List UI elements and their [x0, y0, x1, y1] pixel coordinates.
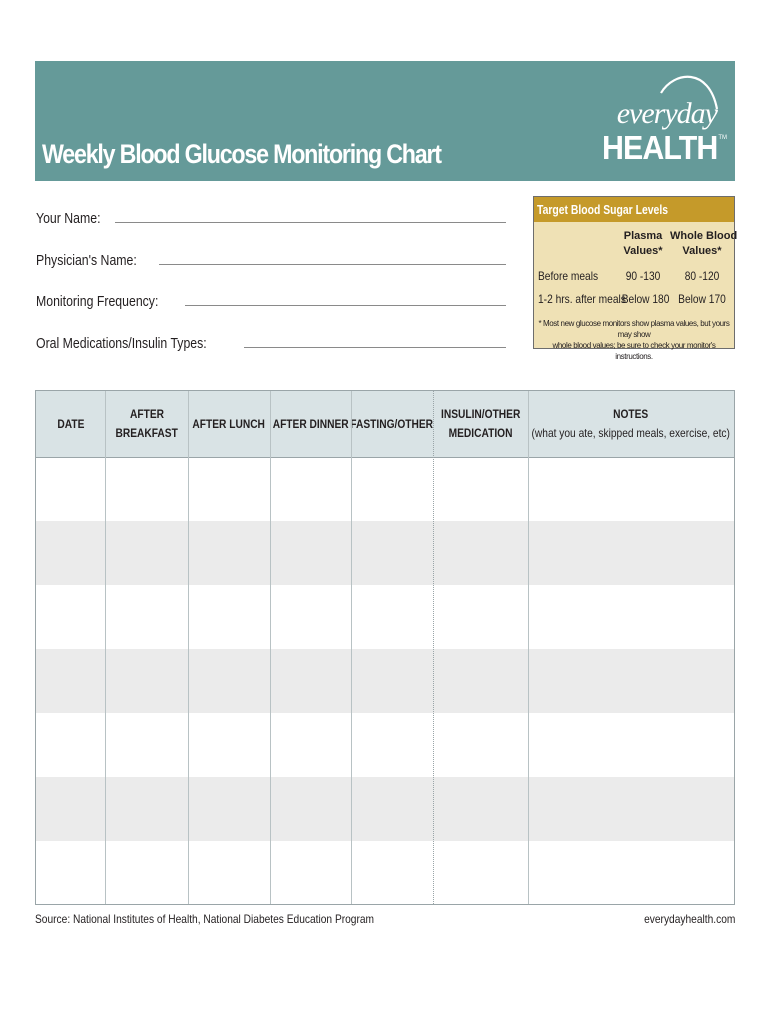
after-meals-plasma: Below 180	[621, 292, 670, 306]
target-levels-header	[534, 197, 734, 222]
column-header-fasting	[351, 391, 433, 457]
before-meals-whole: 80 -120	[684, 269, 720, 283]
physician-name-field[interactable]	[36, 247, 506, 269]
column-header-after-lunch	[188, 391, 270, 457]
whole-blood-header-line2: Values*	[682, 245, 722, 257]
header-banner	[35, 61, 735, 181]
target-levels-footnote	[538, 318, 730, 362]
insulin-line2: MEDICATION	[448, 426, 513, 440]
column-divider	[433, 391, 434, 905]
after-meals-whole: Below 170	[678, 292, 726, 306]
logo-trademark: TM	[718, 135, 727, 141]
after-breakfast-line1: AFTER	[129, 407, 164, 421]
glucose-log-table	[35, 390, 735, 905]
whole-blood-header-line1: Whole Blood	[670, 230, 738, 242]
after-lunch-text: AFTER LUNCH	[192, 416, 266, 431]
table-row[interactable]	[36, 841, 734, 905]
before-meals-plasma: 90 -130	[625, 269, 661, 283]
page-title: Weekly Blood Glucose Monitoring Chart	[42, 139, 441, 169]
after-meals-label: 1-2 hrs. after meals	[538, 292, 626, 306]
column-divider	[351, 391, 352, 905]
table-row[interactable]	[36, 649, 734, 713]
logo-everyday-text: everyday	[616, 97, 717, 130]
monitoring-frequency-input-line[interactable]	[185, 305, 506, 306]
table-row[interactable]	[36, 713, 734, 777]
medications-label: Oral Medications/Insulin Types:	[36, 335, 207, 352]
column-divider	[188, 391, 189, 905]
column-divider	[528, 391, 529, 905]
column-header-insulin	[433, 391, 528, 457]
plasma-column-header	[618, 229, 668, 259]
table-row[interactable]	[36, 777, 734, 841]
logo-health-text: HEALTH	[601, 129, 717, 166]
fasting-text: FASTING/OTHER	[350, 416, 434, 431]
whole-blood-column-header	[670, 229, 738, 259]
table-row[interactable]	[36, 457, 734, 521]
after-dinner-text: AFTER DINNER	[272, 416, 349, 431]
footnote-line2: whole blood values; be sure to check your monitor's instructions.	[552, 341, 716, 361]
insulin-line1: INSULIN/OTHER	[440, 407, 521, 421]
notes-title: NOTES	[613, 407, 649, 421]
table-row[interactable]	[36, 585, 734, 649]
target-levels-box	[533, 196, 738, 361]
website-link[interactable]: everydayhealth.com	[643, 912, 735, 926]
your-name-input-line[interactable]	[115, 222, 506, 223]
medications-field[interactable]	[36, 330, 506, 352]
footnote-line1: * Most new glucose monitors show plasma values, but yours may show	[538, 319, 730, 339]
monitoring-frequency-field[interactable]	[36, 288, 506, 310]
column-header-notes	[528, 391, 734, 457]
physician-name-input-line[interactable]	[159, 264, 506, 265]
target-levels-title: Target Blood Sugar Levels	[537, 202, 668, 217]
medications-input-line[interactable]	[244, 347, 506, 348]
notes-subtitle: (what you ate, skipped meals, exercise, etc)	[531, 426, 731, 440]
plasma-header-line2: Values*	[623, 245, 663, 257]
column-header-after-dinner	[270, 391, 351, 457]
before-meals-label: Before meals	[538, 269, 599, 283]
table-row[interactable]	[36, 521, 734, 585]
column-header-date	[36, 391, 105, 457]
column-header-after-breakfast	[105, 391, 188, 457]
column-divider	[105, 391, 106, 905]
table-header-row	[36, 391, 734, 458]
your-name-field[interactable]	[36, 205, 506, 227]
everyday-health-logo	[599, 69, 729, 169]
after-breakfast-line2: BREAKFAST	[115, 426, 178, 440]
physician-name-label: Physician's Name:	[36, 252, 137, 269]
date-header-text: DATE	[56, 416, 85, 431]
your-name-label: Your Name:	[36, 210, 101, 227]
column-divider	[270, 391, 271, 905]
source-citation: Source: National Institutes of Health, National Diabetes Education Program	[35, 912, 375, 926]
monitoring-frequency-label: Monitoring Frequency:	[36, 293, 159, 310]
plasma-header-line1: Plasma	[623, 230, 663, 242]
